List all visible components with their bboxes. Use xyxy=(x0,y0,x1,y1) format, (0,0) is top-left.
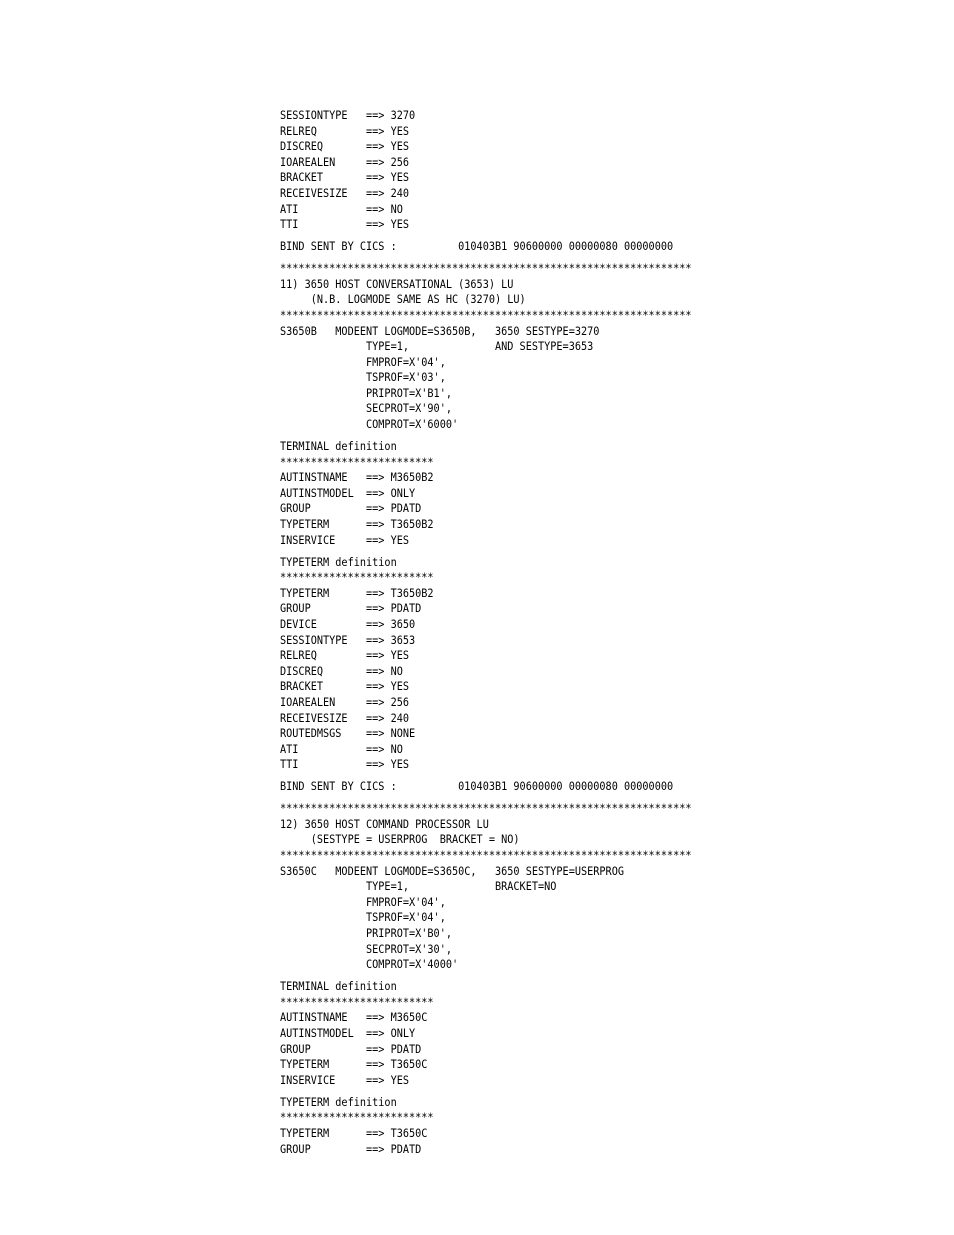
definition-title: TYPETERM definition xyxy=(280,554,397,569)
config-line: IOAREALEN ==> 256 xyxy=(280,694,410,709)
config-line: DEVICE ==> 3650 xyxy=(280,616,416,631)
document-page xyxy=(280,108,773,1157)
config-line: TYPETERM ==> T3650C xyxy=(280,1057,428,1072)
section-note: (SESTYPE = USERPROG BRACKET = NO) xyxy=(280,832,520,847)
separator-line: ************************* xyxy=(280,454,434,469)
config-line: TYPETERM ==> T3650B2 xyxy=(280,517,434,532)
modeent-line: SECPROT=X'30', xyxy=(280,941,452,956)
config-line: DISCREQ ==> NO xyxy=(280,663,403,678)
config-line: RECEIVESIZE ==> 240 xyxy=(280,710,410,725)
config-line: TTI ==> YES xyxy=(280,217,410,232)
section-heading: 11) 3650 HOST CONVERSATIONAL (3653) LU xyxy=(280,276,514,291)
config-line: GROUP ==> PDATD xyxy=(280,601,422,616)
bind-line: BIND SENT BY CICS : 010403B1 90600000 00000080 00000000 xyxy=(280,779,674,794)
config-line: RELREQ ==> YES xyxy=(280,648,410,663)
definition-title: TERMINAL definition xyxy=(280,439,397,454)
modeent-line: S3650C MODEENT LOGMODE=S3650C, 3650 SESTYPE=USERPROG xyxy=(280,863,624,878)
separator-line: ************************* xyxy=(280,570,434,585)
config-line: RECEIVESIZE ==> 240 xyxy=(280,185,410,200)
modeent-line: SECPROT=X'90', xyxy=(280,401,452,416)
config-line: ATI ==> NO xyxy=(280,201,403,216)
config-line: GROUP ==> PDATD xyxy=(280,1141,422,1156)
separator-line: ******************************************************************* xyxy=(280,801,692,816)
config-line: TYPETERM ==> T3650C xyxy=(280,1125,428,1140)
modeent-line: TSPROF=X'03', xyxy=(280,370,446,385)
separator-line: ************************* xyxy=(280,1110,434,1125)
separator-line: ******************************************************************* xyxy=(280,261,692,276)
config-line: RELREQ ==> YES xyxy=(280,123,410,138)
separator-line: ******************************************************************* xyxy=(280,848,692,863)
section-note: (N.B. LOGMODE SAME AS HC (3270) LU) xyxy=(280,292,526,307)
typeterm-3270-tail-block xyxy=(280,108,773,233)
section-12-block xyxy=(280,801,773,973)
config-line: AUTINSTNAME ==> M3650C xyxy=(280,1010,428,1025)
config-line: GROUP ==> PDATD xyxy=(280,1041,422,1056)
modeent-line: TYPE=1, BRACKET=NO xyxy=(280,879,557,894)
separator-line: ************************* xyxy=(280,994,434,1009)
modeent-line: PRIPROT=X'B0', xyxy=(280,926,452,941)
config-line: BRACKET ==> YES xyxy=(280,679,410,694)
separator-line: ******************************************************************* xyxy=(280,307,692,322)
modeent-line: S3650B MODEENT LOGMODE=S3650B, 3650 SESTYPE=3270 xyxy=(280,323,600,338)
modeent-line: FMPROF=X'04', xyxy=(280,894,446,909)
config-line: AUTINSTMODEL ==> ONLY xyxy=(280,485,416,500)
bind-sent-block xyxy=(280,239,773,255)
config-line: ROUTEDMSGS ==> NONE xyxy=(280,726,416,741)
terminal-definition-c-block xyxy=(280,979,773,1088)
config-line: TYPETERM ==> T3650B2 xyxy=(280,585,434,600)
modeent-line: TSPROF=X'04', xyxy=(280,910,446,925)
modeent-line: COMPROT=X'6000' xyxy=(280,417,459,432)
definition-title: TERMINAL definition xyxy=(280,979,397,994)
config-line: SESSIONTYPE ==> 3653 xyxy=(280,632,416,647)
typeterm-definition-b2-block xyxy=(280,555,773,773)
modeent-line: TYPE=1, AND SESTYPE=3653 xyxy=(280,339,594,354)
config-line: DISCREQ ==> YES xyxy=(280,139,410,154)
bind-line: BIND SENT BY CICS : 010403B1 90600000 00000080 00000000 xyxy=(280,239,674,254)
config-line: INSERVICE ==> YES xyxy=(280,1072,410,1087)
config-line: BRACKET ==> YES xyxy=(280,170,410,185)
section-11-block xyxy=(280,261,773,433)
definition-title: TYPETERM definition xyxy=(280,1094,397,1109)
config-line: TTI ==> YES xyxy=(280,757,410,772)
modeent-line: COMPROT=X'4000' xyxy=(280,957,459,972)
section-heading: 12) 3650 HOST COMMAND PROCESSOR LU xyxy=(280,816,489,831)
modeent-line: FMPROF=X'04', xyxy=(280,354,446,369)
config-line: IOAREALEN ==> 256 xyxy=(280,154,410,169)
config-line: INSERVICE ==> YES xyxy=(280,532,410,547)
config-line: SESSIONTYPE ==> 3270 xyxy=(280,108,416,122)
modeent-line: PRIPROT=X'B1', xyxy=(280,385,452,400)
config-line: AUTINSTMODEL ==> ONLY xyxy=(280,1025,416,1040)
bind-sent-block xyxy=(280,779,773,795)
config-line: AUTINSTNAME ==> M3650B2 xyxy=(280,470,434,485)
typeterm-definition-c-block xyxy=(280,1095,773,1157)
terminal-definition-b2-block xyxy=(280,439,773,548)
config-line: GROUP ==> PDATD xyxy=(280,501,422,516)
config-line: ATI ==> NO xyxy=(280,741,403,756)
